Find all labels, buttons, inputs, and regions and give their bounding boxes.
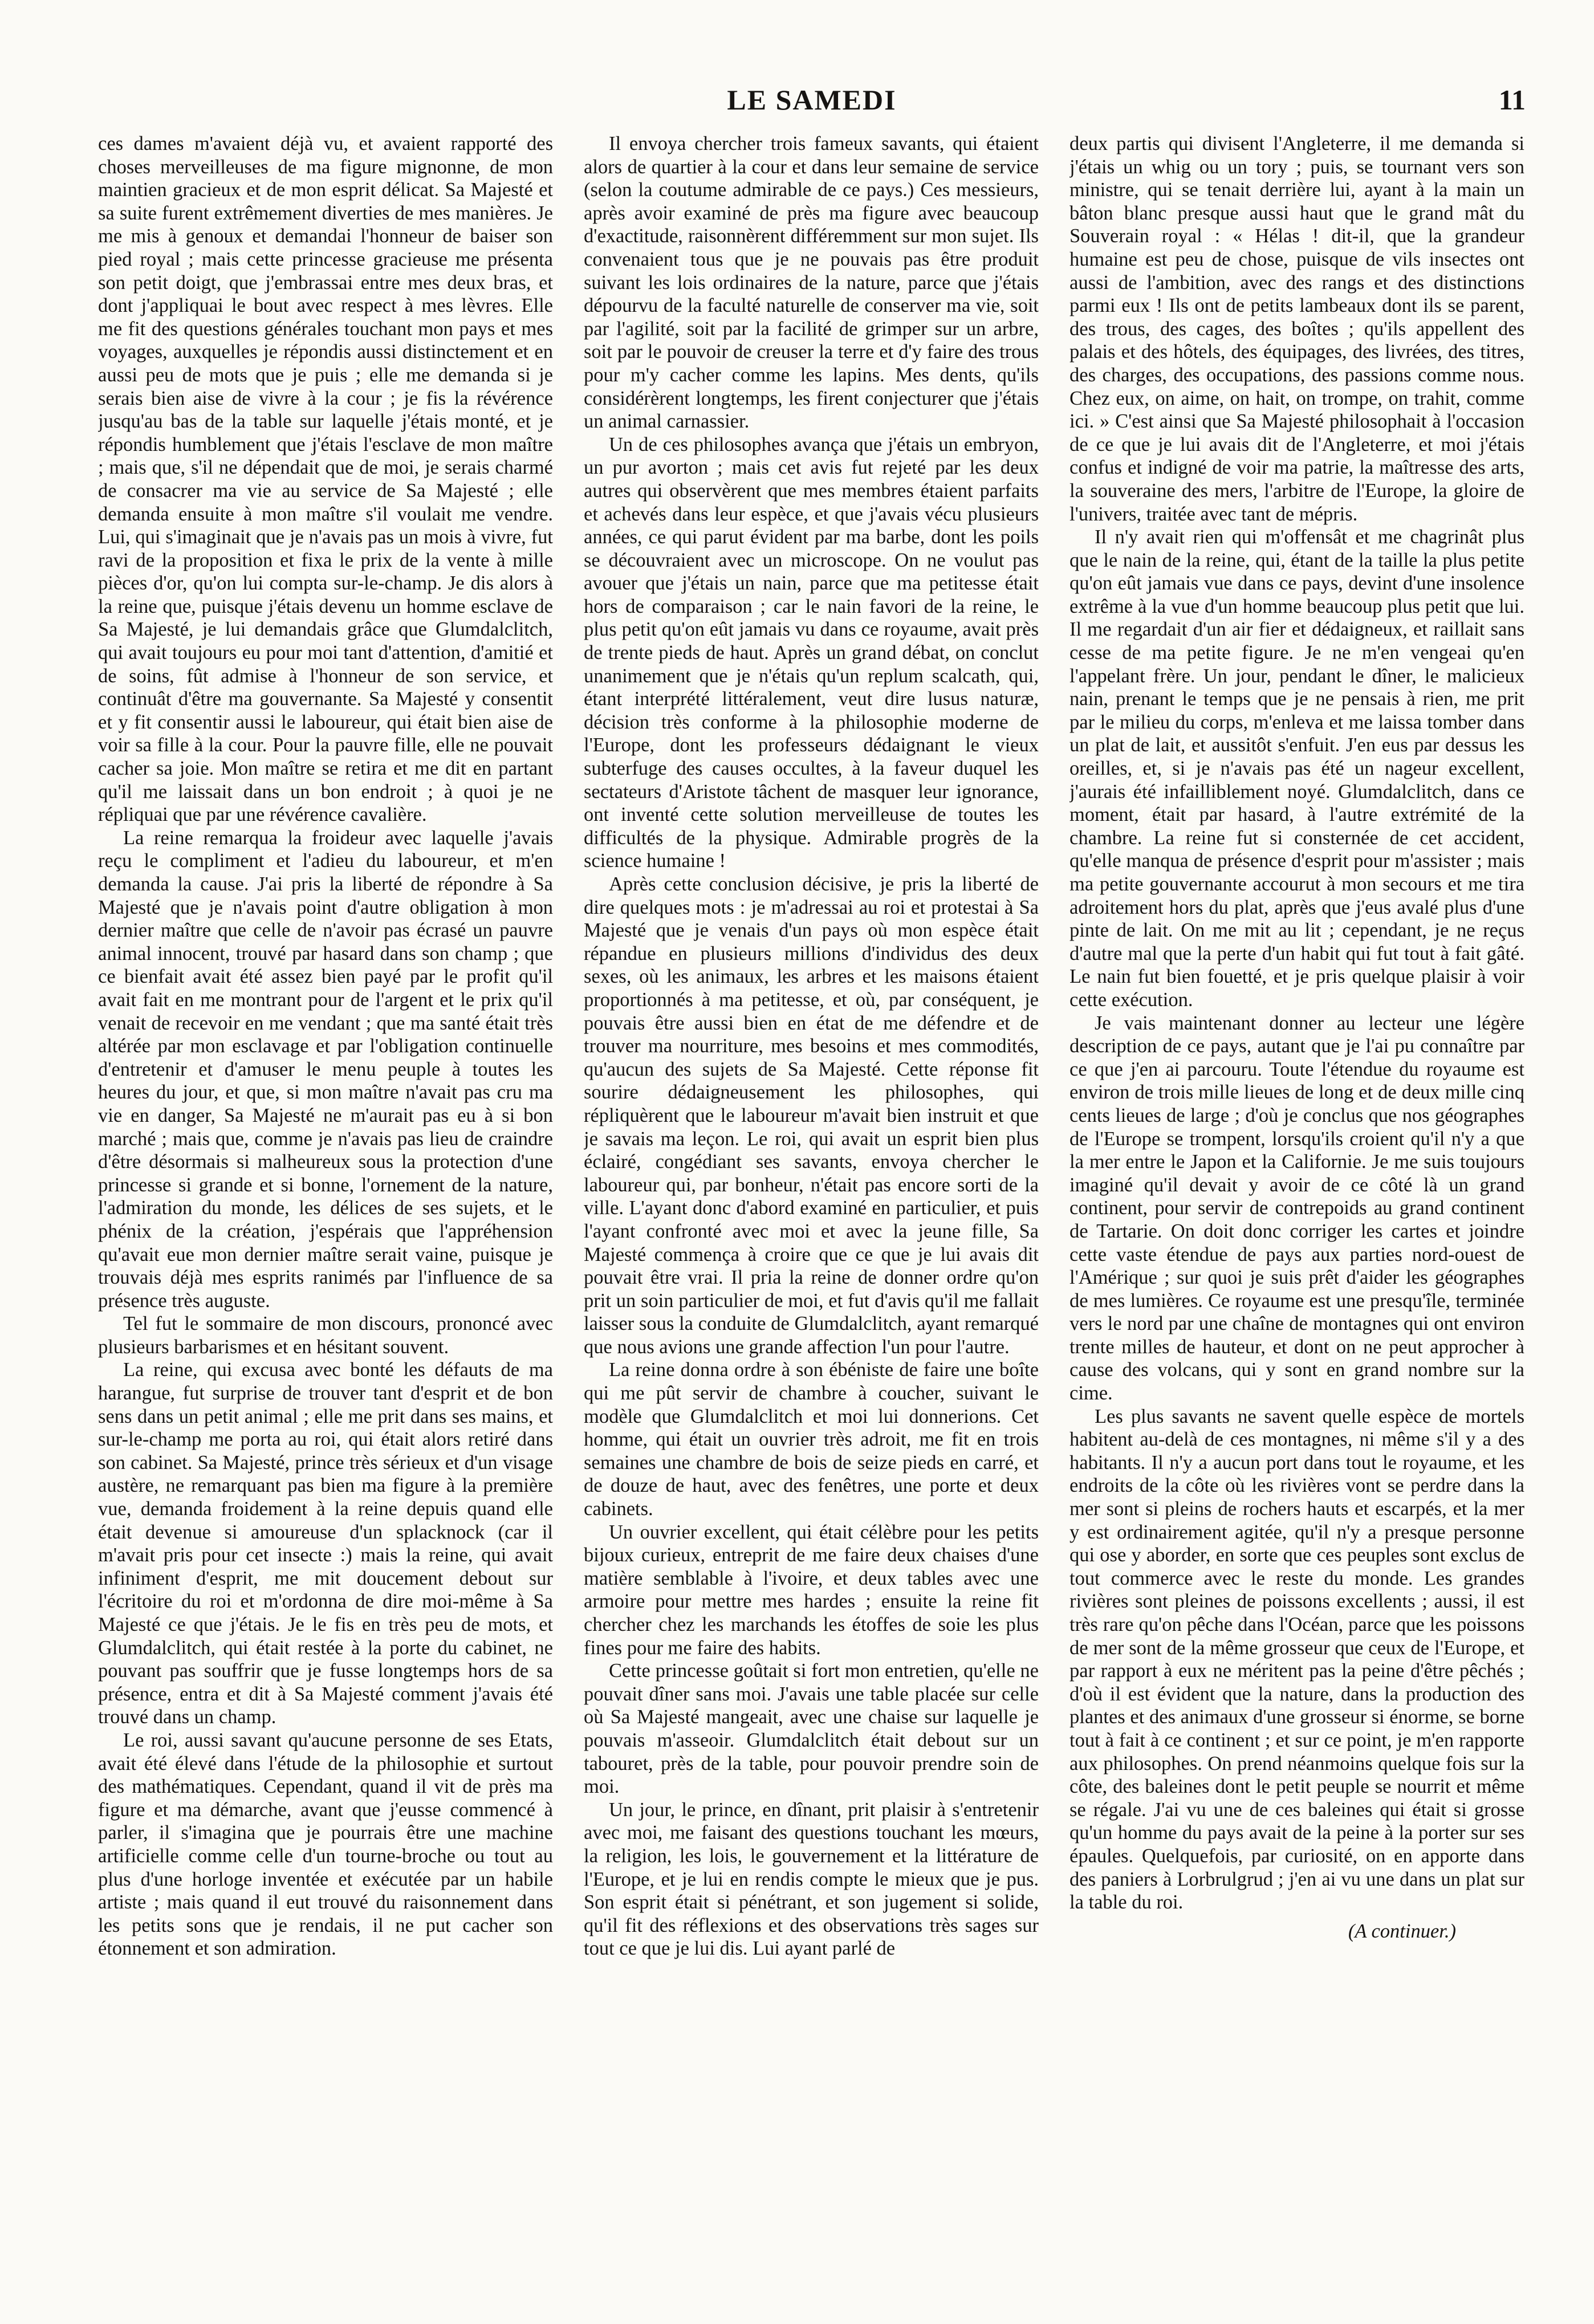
paragraph: Il envoya chercher trois fameux savants, qui étaient alors de quartier à la cour et dans leur semaine de service (selon la coutume admirable de ce pays.) Ces messieurs, après avoir examiné de près ma figure avec beaucoup d'exactitude, raisonnèrent différemment sur mon sujet. Ils convenaient tous que je ne pouvais pas être produit suivant les lois ordinaires de la nature, parce que j'étais dépourvu de la faculté naturelle de conserver ma vie, soit par l'agilité, soit par la facilité de grimper sur un arbre, soit par le pouvoir de creuser la terre et d'y faire des trous pour m'y cacher comme les lapins. Mes dents, qu'ils considérèrent longtemps, les firent conjecturer que j'étais un animal carnassier. (584, 133, 1039, 433)
paragraph: Un ouvrier excellent, qui était célèbre pour les petits bijoux curieux, entreprit de me faire deux chaises d'une matière semblable à l'ivoire, et deux tables avec une armoire pour mettre mes hardes ; ensuite la reine fit chercher chez les marchands les étoffes de soie les plus fines pour me faire des habits. (584, 1521, 1039, 1659)
publication-title: LE SAMEDI (727, 84, 897, 116)
paragraph: Tel fut le sommaire de mon discours, prononcé avec plusieurs barbarismes et en hésitant souvent. (98, 1313, 553, 1358)
to-be-continued-note: (A continuer.) (1348, 1920, 1456, 1942)
column-3 (1070, 132, 1524, 2162)
paragraph: Je vais maintenant donner au lecteur une légère description de ce pays, autant que je l'ai pu connaître par ce que j'en ai parcouru. Toute l'étendue du royaume est environ de trois mille lieues de long et de deux mille cinq cents lieues de large ; d'où je conclus que nos géographes de l'Europe se trompent, lorsqu'ils croient qu'il n'y a que la mer entre le Japon et la Californie. Je me suis toujours imaginé qu'il devait y avoir de ce côté là un grand continent, pour servir de contrepoids au grand continent de Tartarie. On doit donc corriger les cartes et joindre cette vaste étendue de pays aux parties nord-ouest de l'Amérique ; sur quoi je suis prêt d'aider les géographes de mes lumières. Ce royaume est une presqu'île, terminée vers le nord par une chaîne de montagnes qui ont environ trente milles de hauteur, et dont on ne peut approcher à cause des volcans, qui y sont en grand nombre sur la cime. (1070, 1012, 1524, 1405)
page-number: 11 (1498, 84, 1526, 116)
paragraph: La reine remarqua la froideur avec laquelle j'avais reçu le compliment et l'adieu du laboureur, et m'en demanda la cause. J'ai pris la liberté de répondre à Sa Majesté que je n'avais point d'autre obligation à mon dernier maître que celle de n'avoir pas écrasé un pauvre animal innocent, trouvé par hasard dans son champ ; que ce bienfait avait été assez bien payé par le profit qu'il avait fait en me montrant pour de l'argent et le prix qu'il venait de recevoir en me vendant ; que ma santé était très altérée par mon esclavage et par l'obligation continuelle d'entretenir et d'amuser le menu peuple à toutes les heures du jour, et que, si mon maître n'avait pas cru ma vie en danger, Sa Majesté ne m'aurait pas eu à si bon marché ; mais que, comme je n'avais pas lieu de craindre d'être désormais si malheureux sous la protection d'une princesse si grande et si bonne, l'ornement de la nature, l'admiration du monde, les délices de ses sujets, et le phénix de la création, j'espérais que l'appréhension qu'avait eue mon dernier maître serait vaine, puisque je trouvais déjà mes esprits ranimés par l'influence de sa présence très auguste. (98, 827, 553, 1312)
paragraph: Cette princesse goûtait si fort mon entretien, qu'elle ne pouvait dîner sans moi. J'avais une table placée sur celle où Sa Majesté mangeait, avec une chaise sur laquelle je pouvais m'asseoir. Glumdalclitch était debout sur un tabouret, près de la table, pour pouvoir prendre soin de moi. (584, 1660, 1039, 1798)
paragraph: La reine donna ordre à son ébéniste de faire une boîte qui me pût servir de chambre à coucher, suivant le modèle que Glumdalclitch et moi lui donnerions. Cet homme, qui était un ouvrier très adroit, me fit en trois semaines une chambre de bois de seize pieds en carré, et de douze de haut, avec des fenêtres, une porte et deux cabinets. (584, 1359, 1039, 1520)
column-1 (98, 132, 553, 2162)
paragraph: deux partis qui divisent l'Angleterre, il me demanda si j'étais un whig ou un tory ; puis, se tournant vers son ministre, qui se tenait derrière lui, ayant à la main un bâton blanc presque aussi haut que le grand mât du Souverain royal : « Hélas ! dit-il, que la grandeur humaine est peu de chose, puisque de vils insectes ont aussi de l'ambition, avec des rangs et des distinctions parmi eux ! Ils ont de petits lambeaux dont ils se parent, des trous, des cages, des boîtes ; qu'ils appellent des palais et des hôtels, des équipages, des livrées, des titres, des charges, des occupations, des passions comme nous. Chez eux, on aime, on hait, on trompe, on trahit, comme ici. » C'est ainsi que Sa Majesté philosophait à l'occasion de ce que je lui avais dit de l'Angleterre, et moi j'étais confus et indigné de voir ma patrie, la maîtresse des arts, la souveraine des mers, l'arbitre de l'Europe, la gloire de l'univers, traitée avec tant de mépris. (1070, 133, 1524, 525)
column-2 (584, 132, 1039, 2162)
paragraph: La reine, qui excusa avec bonté les défauts de ma harangue, fut surprise de trouver tant d'esprit et de bon sens dans un petit animal ; elle me prit dans ses mains, et sur-le-champ me porta au roi, qui était alors retiré dans son cabinet. Sa Majesté, prince très sérieux et d'un visage austère, ne remarquant pas bien ma figure à la première vue, demanda froidement à la reine depuis quand elle était devenue si amoureuse d'un splacknock (car il m'avait pris pour cet insecte :) mais la reine, qui avait infiniment d'esprit, me mit doucement debout sur l'écritoire du roi et m'ordonna de dire moi-même à Sa Majesté ce que j'étais. Je le fis en très peu de mots, et Glumdalclitch, qui était restée à la porte du cabinet, ne pouvant pas souffrir que je fusse longtemps hors de sa présence, entra et dit à Sa Majesté comment j'avais été trouvé dans un champ. (98, 1359, 553, 1728)
paragraph: Après cette conclusion décisive, je pris la liberté de dire quelques mots : je m'adressai au roi et protestai à Sa Majesté que je venais d'un pays où mon espèce était répandue en plusieurs millions d'individus des deux sexes, où les animaux, les arbres et les maisons étaient proportionnés à ma petitesse, et où, par conséquent, je pouvais être aussi bien en état de me défendre et de trouver ma nourriture, mes besoins et mes commodités, qu'aucun des sujets de Sa Majesté. Cette réponse fit sourire dédaigneusement les philosophes, qui répliquèrent que le laboureur m'avait bien instruit et que je savais ma leçon. Le roi, qui avait un esprit bien plus éclairé, congédiant ses savants, envoya chercher le laboureur qui, par bonheur, n'était pas encore sorti de la ville. L'ayant donc d'abord examiné en particulier, et puis l'ayant confronté avec moi et avec la jeune fille, Sa Majesté commença à croire que ce que je lui avais dit pouvait être vrai. Il pria la reine de donner ordre qu'on prit un soin particulier de moi, et fut d'avis qu'il me fallait laisser sous la conduite de Glumdalclitch, ayant remarqué que nous avions une grande affection l'un pour l'autre. (584, 873, 1039, 1358)
running-head (98, 80, 1526, 120)
paragraph: Un de ces philosophes avança que j'étais un embryon, un pur avorton ; mais cet avis fut rejeté par les deux autres qui observèrent que mes membres étaient parfaits et achevés dans leur espèce, et que j'avais vécu plusieurs années, ce qui parut évident par ma barbe, dont les poils se découvraient avec un microscope. On ne voulut pas avouer que j'étais un nain, parce que ma petitesse était hors de comparaison ; car le nain favori de la reine, le plus petit qu'on eût jamais vu dans ce royaume, avait près de trente pieds de haut. Après un grand débat, on conclut unanimement que je n'étais qu'un replum scalcath, qui, étant interprété littéralement, veut dire lusus naturæ, décision très conforme à la philosophie moderne de l'Europe, dont les professeurs dédaignant le vieux subterfuge des causes occultes, à la faveur duquel les sectateurs d'Aristote tâchent de masquer leur ignorance, ont inventé cette solution merveilleuse de toutes les difficultés de la physique. Admirable progrès de la science humaine ! (584, 433, 1039, 872)
text-columns (98, 132, 1526, 2162)
paragraph: Un jour, le prince, en dînant, prit plaisir à s'entretenir avec moi, me faisant des questions touchant les mœurs, la religion, les lois, le gouvernement et la littérature de l'Europe, et je lui en rendis compte le mieux que je pus. Son esprit était si pénétrant, et son jugement si solide, qu'il fit des réflexions et des observations très sages sur tout ce que je lui dis. Lui ayant parlé de (584, 1798, 1039, 1960)
paragraph: Les plus savants ne savent quelle espèce de mortels habitent au-delà de ces montagnes, ni même s'il y a des habitants. Il n'y a aucun port dans tout le royaume, et les endroits de la côte où les rivières vont se perdre dans la mer sont si pleins de rochers hauts et escarpés, et la mer y est ordinairement agitée, qu'il n'y a presque personne qui ose y aborder, en sorte que ces peuples sont exclus de tout commerce avec le reste du monde. Les grandes rivières sont pleines de poissons excellents ; aussi, il est très rare qu'on pêche dans l'Océan, parce que les poissons de mer sont de la même grosseur que ceux de l'Europe, et par rapport à eux ne méritent pas la peine d'être pêchés ; d'où il est évident que la nature, dans la production des plantes et des animaux d'une grosseur si énorme, se borne tout à fait à ce continent ; et sur ce point, je m'en rapporte aux philosophes. On prend néanmoins quelque fois sur la côte, des baleines dont le petit peuple se nourrit et même se régale. J'ai vu une de ces baleines qui était si grosse qu'un homme du pays avait de la peine à la porter sur ses épaules. Quelquefois, par curiosité, on en apporte dans des paniers à Lorbrulgrud ; j'en ai vu une dans un plat sur la table du roi. (1070, 1405, 1524, 1914)
paragraph: Il n'y avait rien qui m'offensât et me chagrinât plus que le nain de la reine, qui, étant de la taille la plus petite qu'on eût jamais vue dans ce pays, devint d'une insolence extrême à la vue d'un homme beaucoup plus petit que lui. Il me regardait d'un air fier et dédaigneux, et raillait sans cesse de ma petite figure. Je ne m'en vengeai qu'en l'appelant frère. Un jour, pendant le dîner, le malicieux nain, prenant le temps que je ne pensais à rien, me prit par le milieu du corps, m'enleva et me laissa tomber dans un plat de lait, et aussitôt s'enfuit. J'en eus par dessus les oreilles, et, si je n'avais pas été un nageur excellent, j'aurais été infailliblement noyé. Glumdalclitch, dans ce moment, était par hasard, à l'autre extrémité de la chambre. La reine fut si consternée de cet accident, qu'elle manqua de présence d'esprit pour m'assister ; mais ma petite gouvernante accourut à mon secours et me tira adroitement hors du plat, après que j'eus avalé plus d'une pinte de lait. On me mit au lit ; cependant, je ne reçus d'autre mal que la perte d'un habit qui fut tout à fait gâté. Le nain fut bien fouetté, et je pris quelque plaisir à voir cette exécution. (1070, 526, 1524, 1011)
paragraph: Le roi, aussi savant qu'aucune personne de ses Etats, avait été élevé dans l'étude de la philosophie et surtout des mathématiques. Cependant, quand il vit de près ma figure et ma démarche, avant que j'eusse commencé à parler, il s'imagina que je pourrais être une machine artificielle comme celle d'un tourne-broche ou tout au plus d'une horloge inventée et exécutée par un habile artiste ; mais quand il eut trouvé du raisonnement dans les petits sons que je rendais, il ne put cacher son étonnement et son admiration. (98, 1729, 553, 1960)
paragraph: ces dames m'avaient déjà vu, et avaient rapporté des choses merveilleuses de ma figure mignonne, de mon maintien gracieux et de mon esprit délicat. Sa Majesté et sa suite furent extrêmement diverties de mes manières. Je me mis à genoux et demandai l'honneur de baiser son pied royal ; mais cette princesse gracieuse me présenta son petit doigt, que j'embrassai entre mes deux bras, et dont j'appliquai le bout avec respect à mes lèvres. Elle me fit des questions générales touchant mon pays et mes voyages, auxquelles je répondis aussi distinctement et en aussi peu de mots que je puis ; elle me demanda si je serais bien aise de vivre à la cour ; je fis la révérence jusqu'au bas de la table sur laquelle j'étais monté, et je répondis humblement que j'étais l'esclave de mon maître ; mais que, s'il ne dépendait que de moi, je serais charmé de consacrer ma vie au service de Sa Majesté ; elle demanda ensuite à mon maître s'il voulait me vendre. Lui, qui s'imaginait que je n'avais pas un mois à vivre, fut ravi de la proposition et fixa le prix de la vente à mille pièces d'or, qu'on lui compta sur-le-champ. Je dis alors à la reine que, puisque j'étais devenu un homme esclave de Sa Majesté, je lui demandais grâce que Glumdalclitch, qui avait toujours eu pour moi tant d'attention, d'amitié et de soins, fût admise à l'honneur de son service, et continuât d'être ma gouvernante. Sa Majesté y consentit et y fit consentir aussi le laboureur, qui était bien aise de voir sa fille à la cour. Pour la pauvre fille, elle ne pouvait cacher sa joie. Mon maître se retira et me dit en partant qu'il me laissait dans un bon endroit ; à quoi je ne répliquai que par une révérence cavalière. (98, 133, 553, 826)
